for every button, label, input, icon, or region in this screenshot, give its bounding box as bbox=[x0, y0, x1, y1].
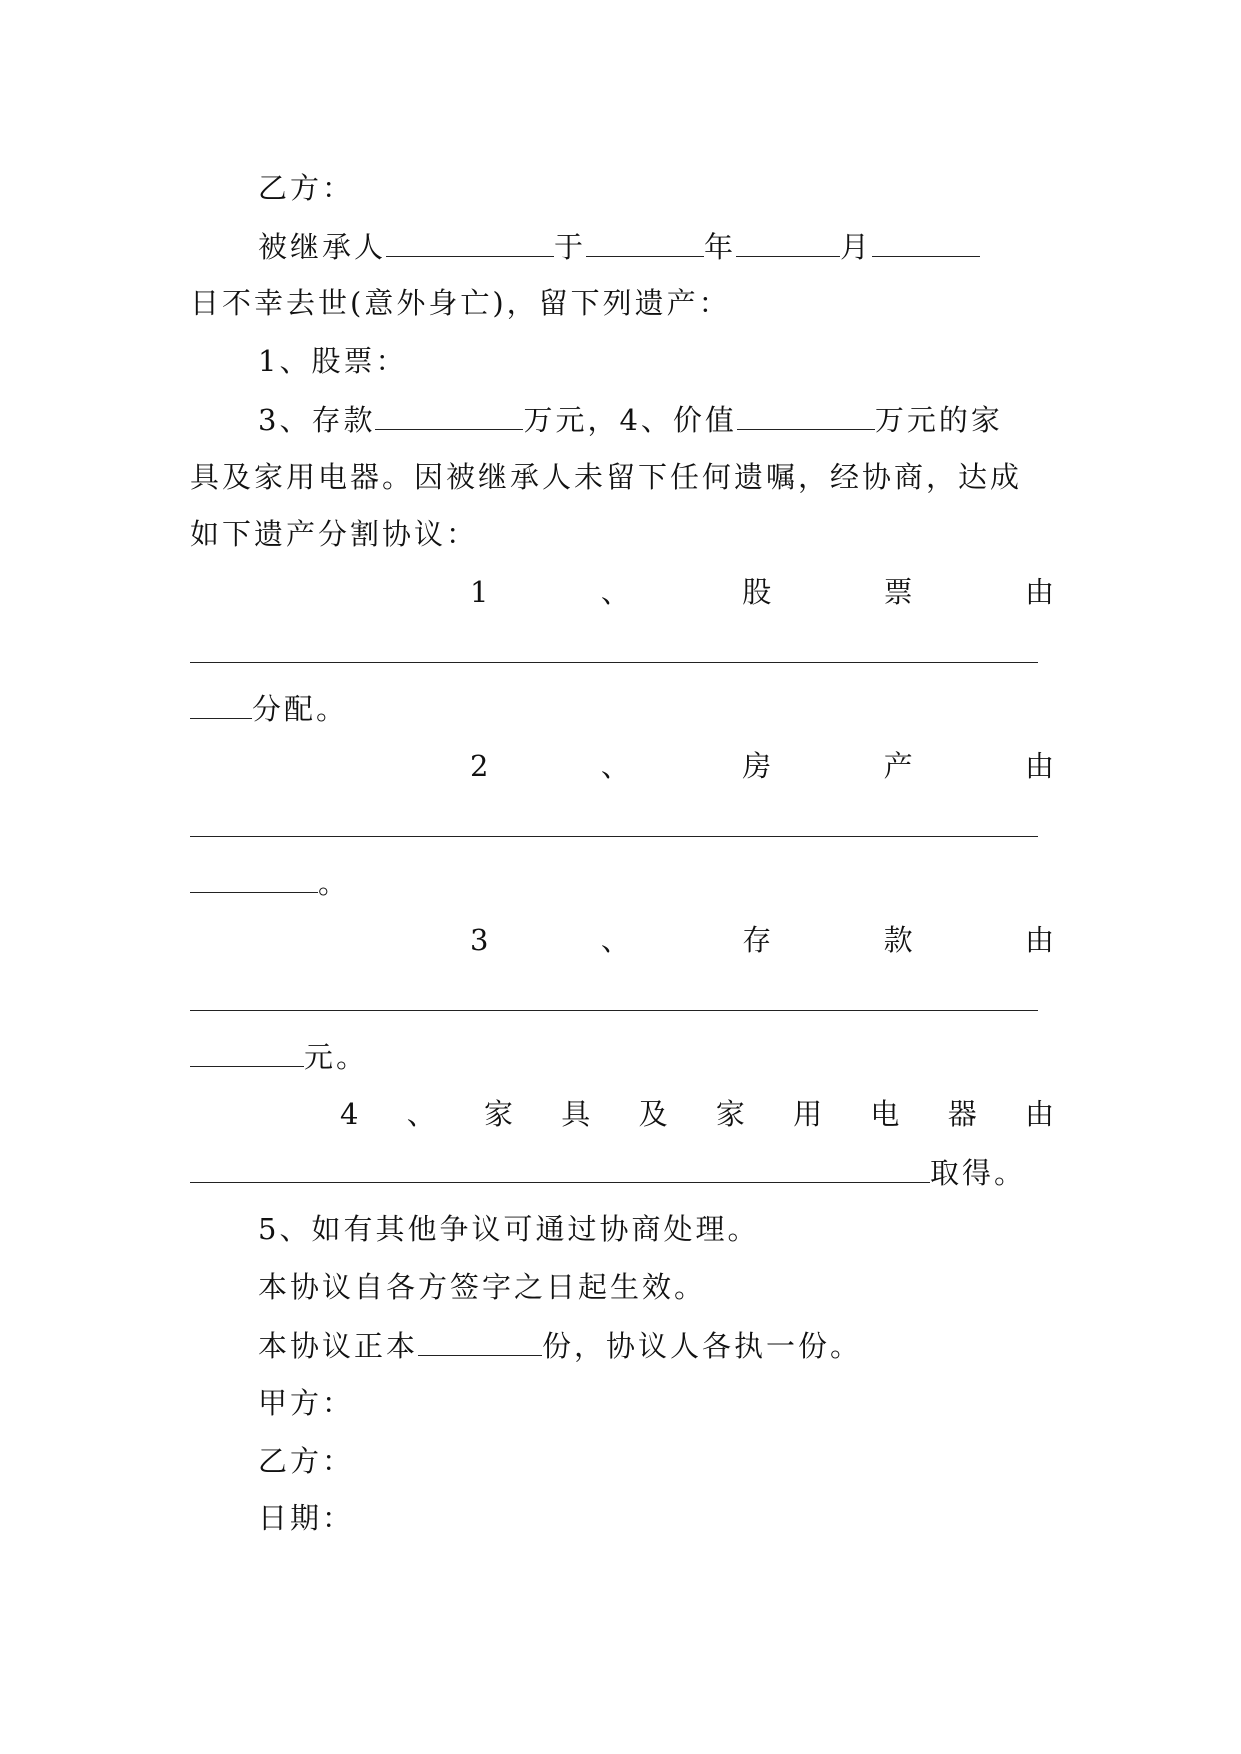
clause-1 bbox=[470, 572, 1054, 612]
month-blank[interactable] bbox=[736, 226, 840, 257]
clause-3-tail: 元。 bbox=[304, 1040, 369, 1074]
deposit-label: 3、存款 bbox=[258, 403, 376, 437]
clause-1-blank[interactable] bbox=[190, 662, 1038, 663]
clause-4-char: 家 bbox=[715, 1097, 745, 1131]
clause-1-tail-blank[interactable] bbox=[190, 688, 252, 719]
date-label: 日期： bbox=[258, 1501, 355, 1535]
day-blank[interactable] bbox=[872, 226, 980, 257]
clause-1-tail: 分配。 bbox=[252, 692, 349, 726]
clause-4-char: 具 bbox=[561, 1097, 591, 1131]
furniture-label: 万元的家 bbox=[874, 403, 1003, 437]
clause-4-char: 用 bbox=[793, 1097, 823, 1131]
month-label: 月 bbox=[840, 230, 873, 264]
clause-3-char: 存 bbox=[742, 923, 772, 957]
copies-count-blank[interactable] bbox=[418, 1325, 542, 1356]
value-label: 万元，4、价值 bbox=[523, 403, 737, 437]
clause-4-blank[interactable] bbox=[190, 1152, 930, 1183]
clause-1-char: 票 bbox=[883, 575, 913, 609]
party-b-signature: 乙方： bbox=[258, 1444, 355, 1478]
no-will-statement: 具及家用电器。因被继承人未留下任何遗嘱，经协商，达成 bbox=[190, 460, 1023, 494]
clause-2-end bbox=[190, 862, 1054, 902]
clause-1-char: 股 bbox=[742, 575, 772, 609]
clause-3-char: 由 bbox=[1024, 923, 1054, 957]
clause-1-end bbox=[190, 688, 1054, 728]
clause-2-char: 产 bbox=[883, 749, 913, 783]
decedent-label: 被继承人 bbox=[258, 230, 387, 264]
death-statement: 日不幸去世(意外身亡)，留下列遗产： bbox=[190, 286, 731, 320]
clause-4-char: 电 bbox=[870, 1097, 900, 1131]
clause-4-char: 由 bbox=[1024, 1097, 1054, 1131]
clause-4-char: 4 bbox=[340, 1097, 359, 1131]
at-label: 于 bbox=[554, 230, 587, 264]
copies-tail: 份，协议人各执一份。 bbox=[542, 1329, 863, 1363]
clause-3-end bbox=[190, 1036, 1054, 1076]
clause-3-char: 、 bbox=[600, 923, 630, 957]
decedent-name-blank[interactable] bbox=[386, 226, 554, 257]
clause-4 bbox=[340, 1094, 1054, 1134]
furniture-value-blank[interactable] bbox=[737, 399, 875, 430]
effective-statement: 本协议自各方签字之日起生效。 bbox=[258, 1270, 707, 1304]
clause-4-char: 及 bbox=[638, 1097, 668, 1131]
item-stocks: 1、股票： bbox=[258, 344, 408, 378]
year-label: 年 bbox=[704, 230, 737, 264]
clause-3-char: 3 bbox=[470, 923, 489, 957]
clause-3-char: 款 bbox=[883, 923, 913, 957]
clause-4-char: 、 bbox=[406, 1097, 436, 1131]
clause-2-blank[interactable] bbox=[190, 836, 1038, 837]
deposit-line bbox=[258, 399, 1054, 439]
clause-1-char: 1 bbox=[470, 575, 489, 609]
year-blank[interactable] bbox=[586, 226, 704, 257]
clause-2 bbox=[470, 746, 1054, 786]
copies-label: 本协议正本 bbox=[258, 1329, 419, 1363]
party-b-label: 乙方： bbox=[258, 171, 355, 205]
clause-3-tail-blank[interactable] bbox=[190, 1036, 304, 1067]
clause-1-char: 由 bbox=[1024, 575, 1054, 609]
clause-4-char: 器 bbox=[947, 1097, 977, 1131]
clause-3-blank[interactable] bbox=[190, 1010, 1038, 1011]
clause-2-tail-blank[interactable] bbox=[190, 862, 318, 893]
clause-2-tail: 。 bbox=[318, 866, 351, 900]
clause-4-char: 家 bbox=[484, 1097, 514, 1131]
clause-5: 5、如有其他争议可通过协商处理。 bbox=[258, 1212, 760, 1246]
clause-2-char: 由 bbox=[1024, 749, 1054, 783]
clause-4-tail: 取得。 bbox=[930, 1156, 1027, 1190]
clause-2-char: 房 bbox=[742, 749, 772, 783]
decedent-line bbox=[258, 226, 1054, 266]
clause-2-char: 、 bbox=[600, 749, 630, 783]
agreement-intro: 如下遗产分割协议： bbox=[190, 517, 479, 551]
clause-1-char: 、 bbox=[600, 575, 630, 609]
clause-2-char: 2 bbox=[470, 749, 489, 783]
clause-3 bbox=[470, 920, 1054, 960]
copies-line bbox=[258, 1325, 1054, 1365]
deposit-amount-blank[interactable] bbox=[375, 399, 523, 430]
clause-4-end bbox=[190, 1152, 1054, 1192]
party-a-signature: 甲方： bbox=[258, 1386, 355, 1420]
